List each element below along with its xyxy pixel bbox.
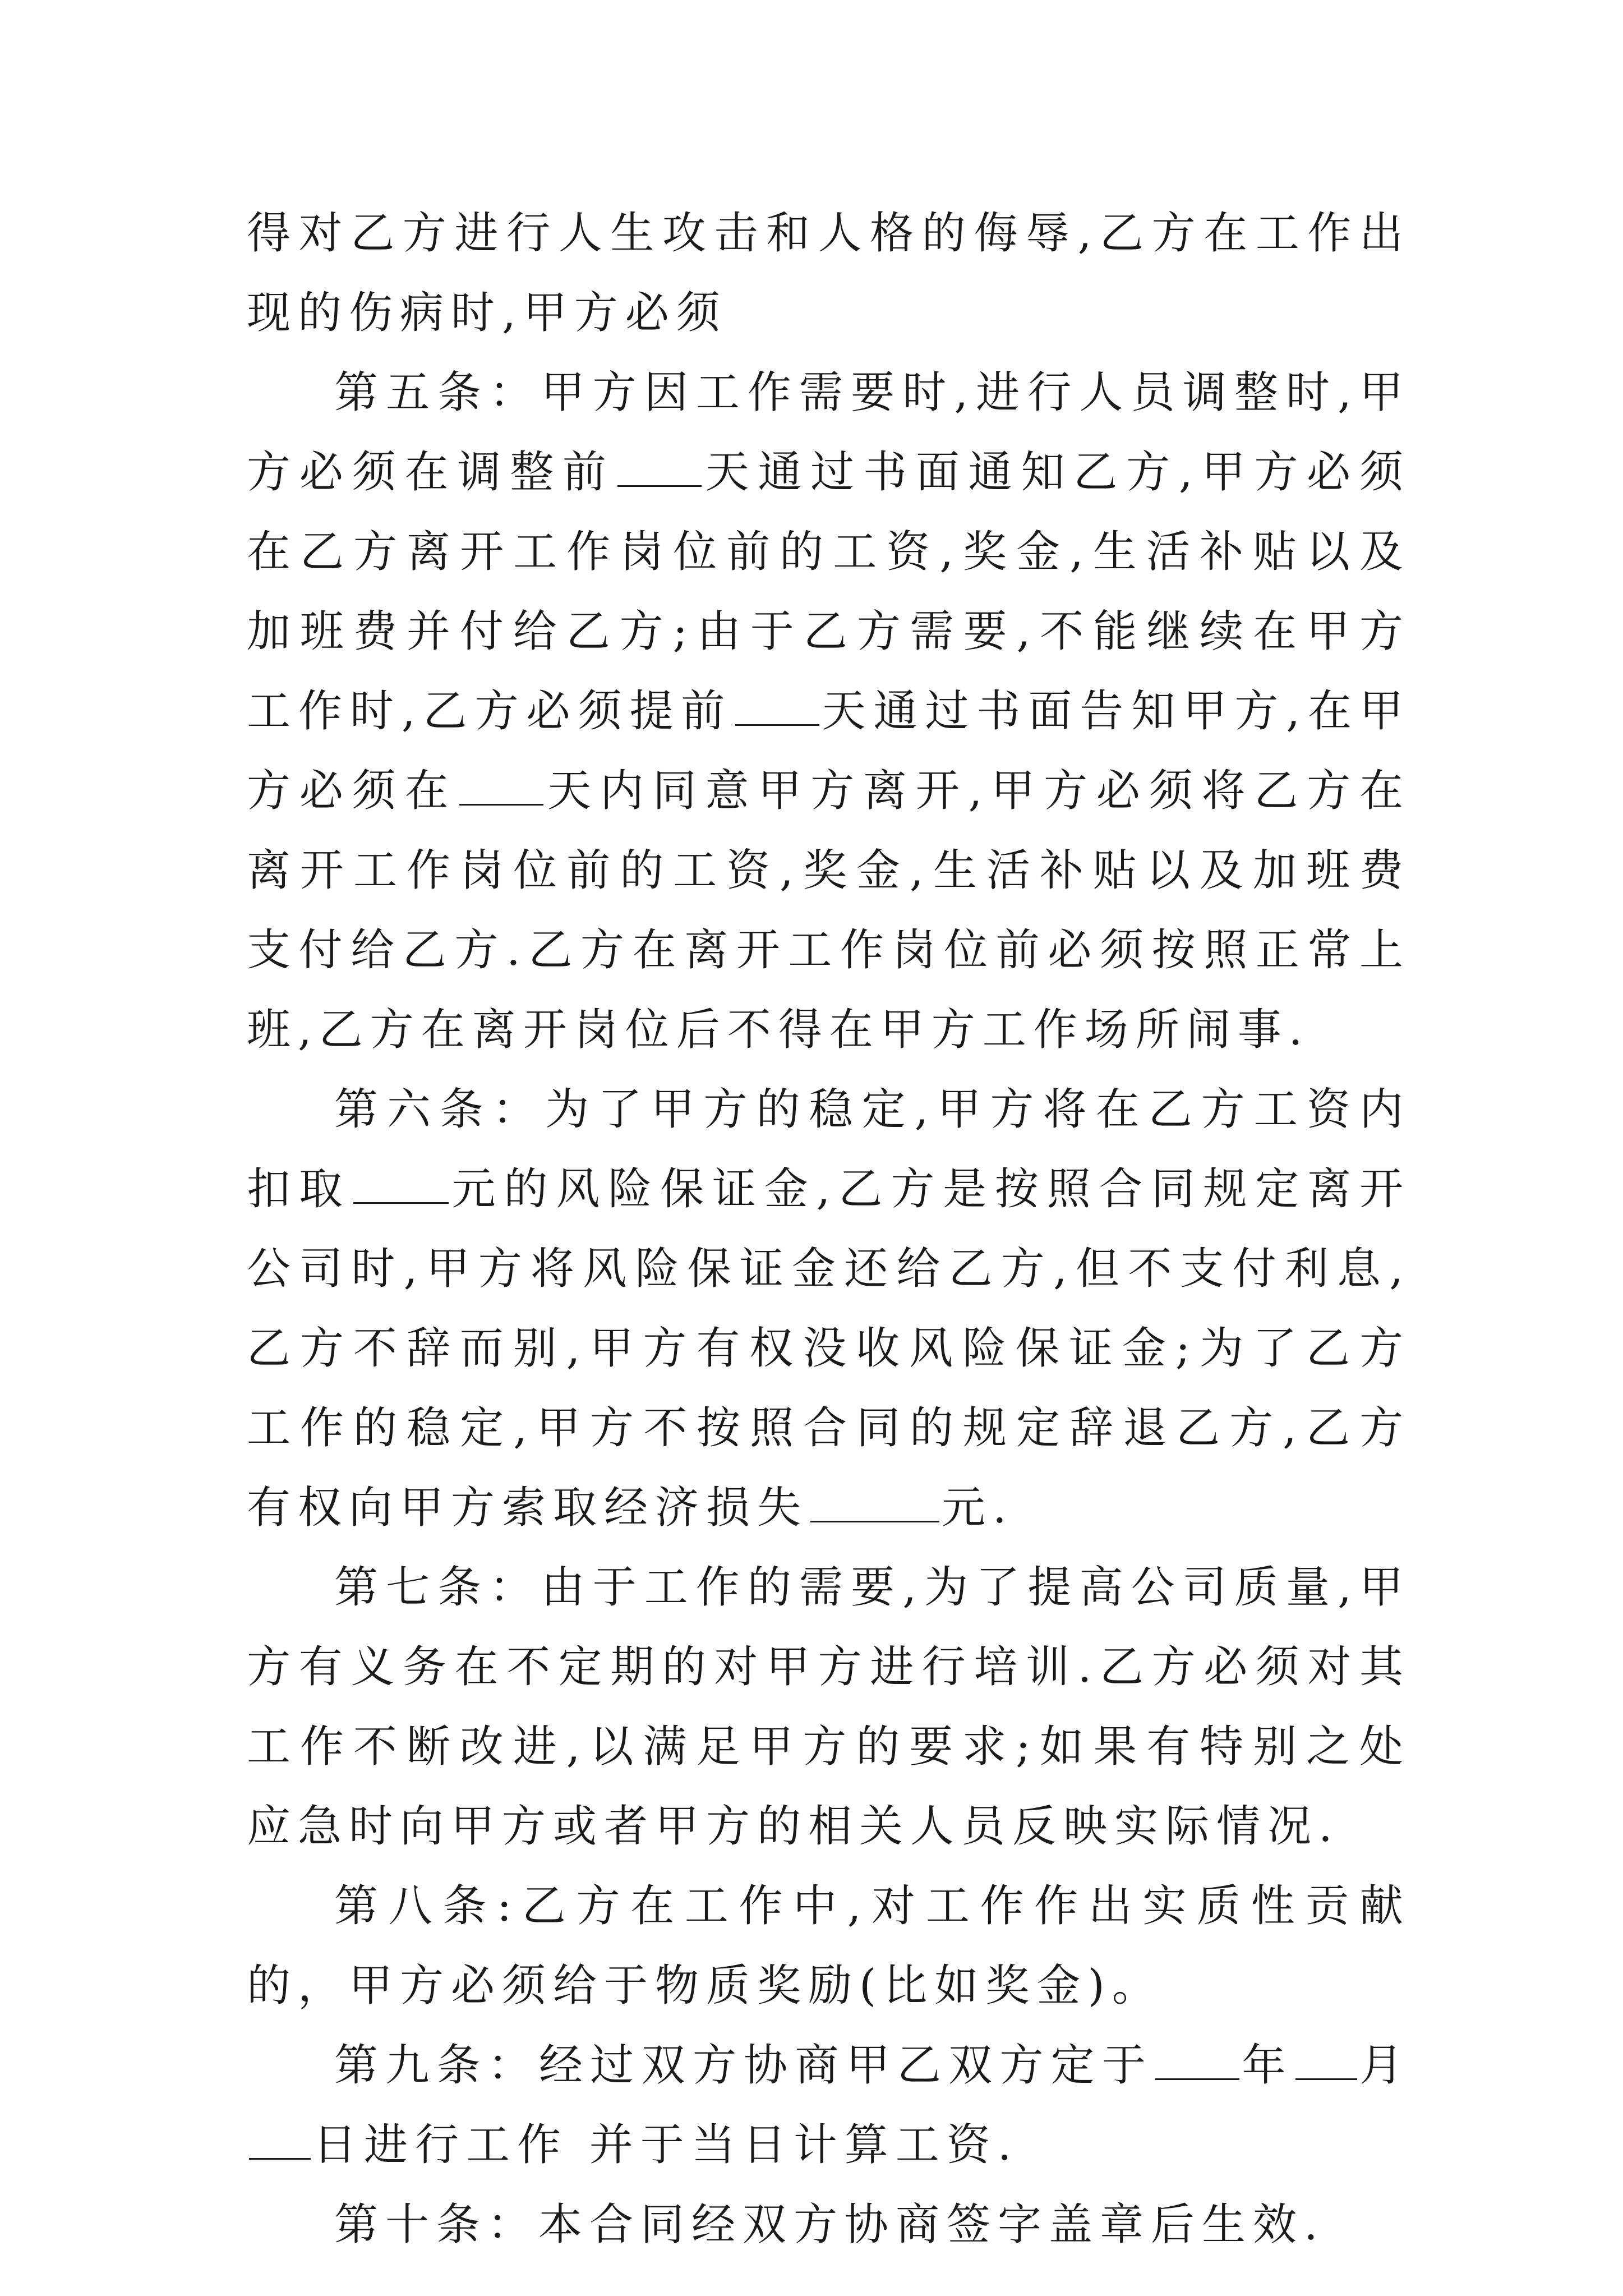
paragraph-article-10 [247,2185,1410,2265]
fill-in-blank [735,685,819,726]
paragraph-text: 得对乙方进行人生攻击和人格的侮辱,乙方在工作出现的伤病时,甲方必须 [247,208,1410,338]
paragraph-text: 天内同意甲方离开,甲方必须将乙方在离开工作岗位前的工资,奖金,生活补贴以及加班费支付给乙方.乙方在离开工作岗位前必须按照正常上班,乙方在离开岗位后不得在甲方工作场所闹事. [247,766,1410,1055]
contract-body [247,194,1410,2265]
paragraph-article-8 [247,1866,1410,2026]
paragraph-article-5 [247,353,1410,1070]
paragraph-text: 第九条：经过双方协商甲乙双方定于 [334,2040,1154,2091]
paragraph-text: 月 [1359,2040,1410,2091]
fill-in-blank [249,2119,311,2160]
fill-in-blank [810,1481,939,1522]
paragraph-p0 [247,194,1410,353]
fill-in-blank [1295,2039,1357,2080]
fill-in-blank [1155,2039,1239,2080]
fill-in-blank [617,446,702,487]
paragraph-text: 日进行工作 并于当日计算工资. [313,2120,1019,2170]
paragraph-text: 元的风险保证金,乙方是按照合同规定离开公司时,甲方将风险保证金还给乙方,但不支付利息,乙方不辞而别,甲方有权没收风险保证金;为了乙方工作的稳定,甲方不按照合同的规定辞退乙方,乙方有权向甲方索取经济损失 [247,1164,1410,1533]
paragraph-text: 第七条：由于工作的需要,为了提高公司质量,甲方有义务在不定期的对甲方进行培训.乙方必须对其工作不断改进,以满足甲方的要求;如果有特别之处应急时向甲方或者甲方的相关人员反映实际情况. [247,1562,1410,1852]
paragraph-text: 天通过书面通知乙方,甲方必须在乙方离开工作岗位前的工资,奖金,生活补贴以及加班费并付给乙方;由于乙方需要,不能继续在甲方工作时,乙方必须提前 [247,447,1410,737]
paragraph-text: 第八条:乙方在工作中,对工作作出实质性贡献的，甲方必须给于物质奖励(比如奖金)。 [247,1881,1410,2011]
paragraph-text: 元. [942,1483,1014,1533]
paragraph-article-7 [247,1548,1410,1866]
paragraph-text: 第十条：本合同经双方协商签字盖章后生效. [334,2200,1325,2250]
fill-in-blank [353,1163,449,1204]
paragraph-text: 第五条：甲方因工作需要时,进行人员调整时,甲方必须在调整前 [247,367,1410,498]
fill-in-blank [459,765,543,806]
paragraph-article-9 [247,2026,1410,2185]
paragraph-text: 天通过书面告知甲方,在甲方必须在 [247,686,1411,816]
paragraph-text: 第六条：为了甲方的稳定,甲方将在乙方工资内扣取 [247,1084,1410,1214]
paragraph-article-6 [247,1070,1410,1548]
paragraph-text: 年 [1242,2040,1293,2091]
